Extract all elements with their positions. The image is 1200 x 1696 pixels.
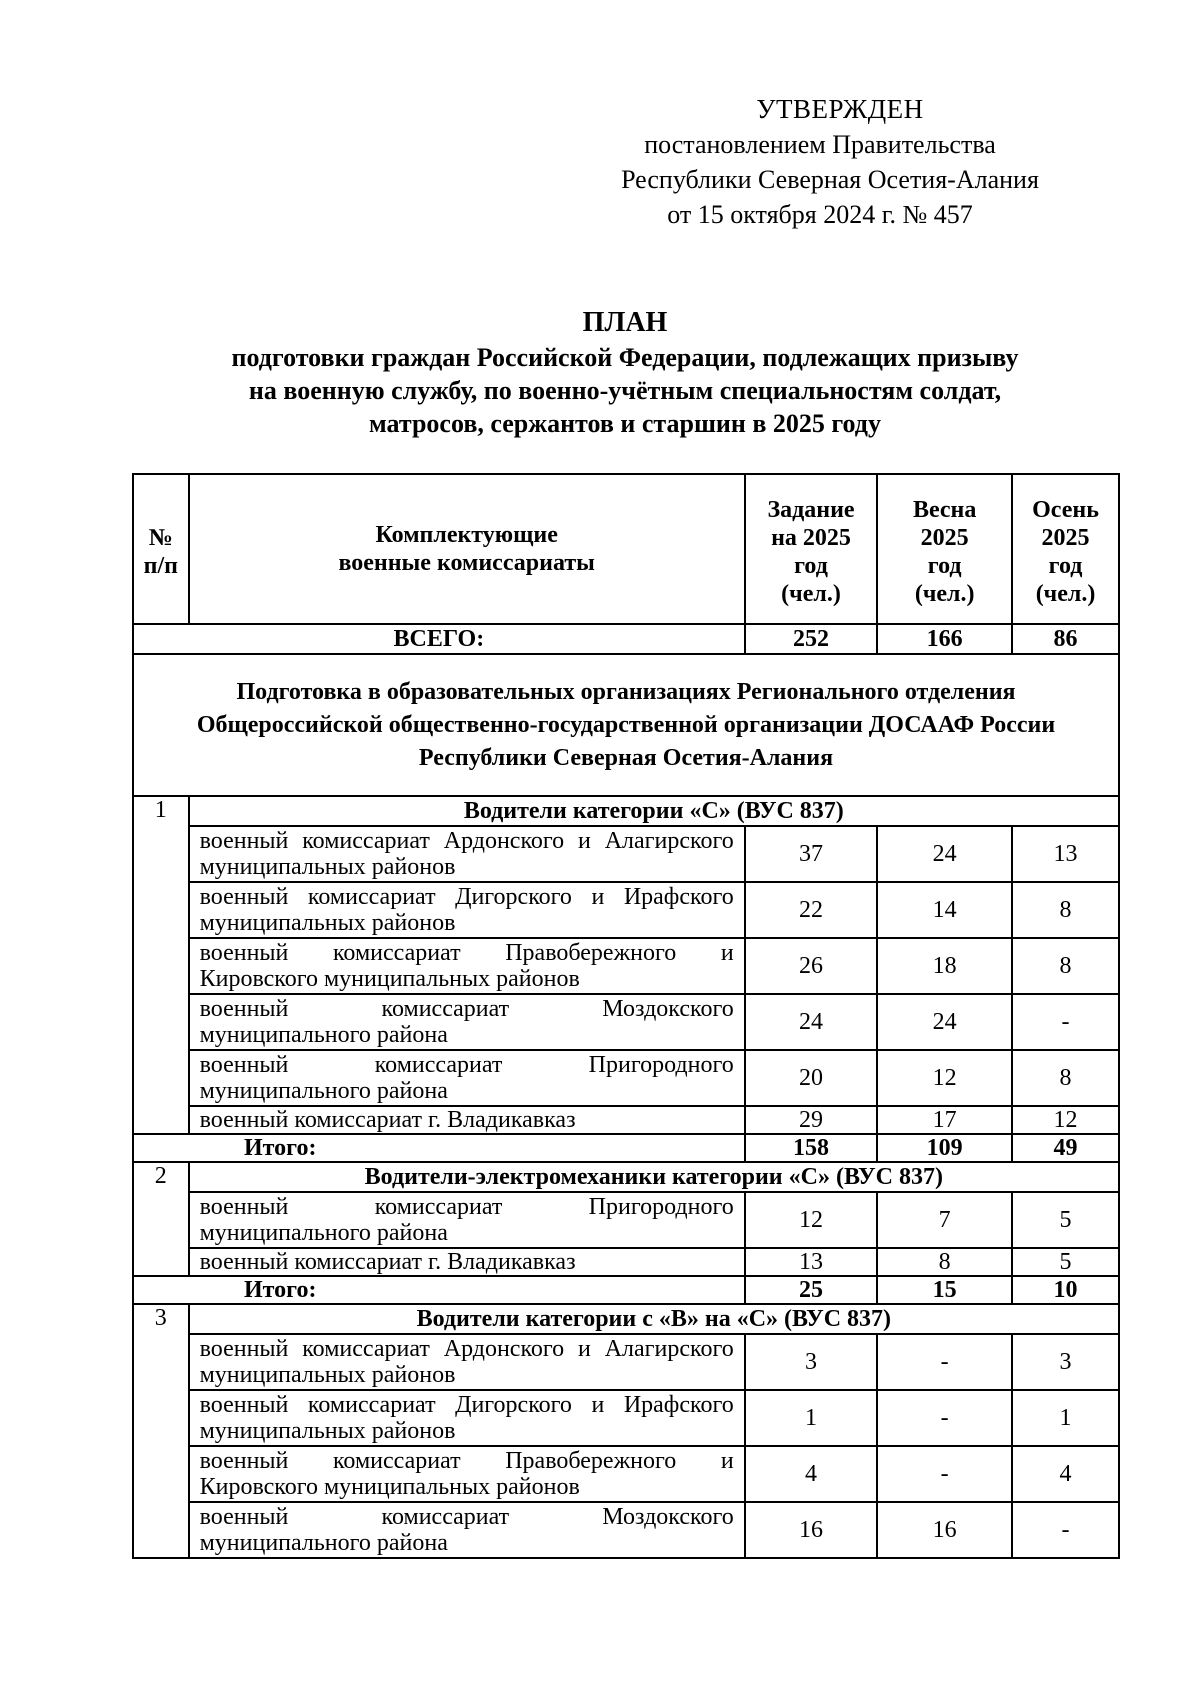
commissariat-name: военный комиссариат г. Владикавказ: [189, 1106, 745, 1134]
approval-line-1: постановлением Правительства: [644, 130, 996, 159]
plan-value: 24: [745, 994, 878, 1050]
table-row: [133, 1050, 1119, 1106]
plan-value: 29: [745, 1106, 878, 1134]
plan-value: 20: [745, 1050, 878, 1106]
commissariat-name: военный комиссариат Правобережного и Кировского муниципальных районов: [189, 1446, 745, 1502]
header-plan: Задание на 2025 год (чел.): [745, 474, 878, 624]
title-line-1: подготовки граждан Российской Федерации, подлежащих призыву: [231, 343, 1019, 372]
commissariat-name: военный комиссариат Пригородного муниципального района: [189, 1192, 745, 1248]
total-autumn: 86: [1012, 624, 1119, 654]
autumn-value: 8: [1012, 938, 1119, 994]
autumn-value: 4: [1012, 1446, 1119, 1502]
autumn-value: 5: [1012, 1248, 1119, 1276]
spring-value: 8: [877, 1248, 1012, 1276]
table-row: [133, 826, 1119, 882]
subtotal-label: Итого:: [133, 1134, 745, 1162]
category-title: Водители категории «С» (ВУС 837): [189, 796, 1119, 826]
plan-value: 4: [745, 1446, 878, 1502]
subtotal-spring: 15: [877, 1276, 1012, 1304]
header-name: Комплектующие военные комиссариаты: [189, 474, 745, 624]
subtotal-label: Итого:: [133, 1276, 745, 1304]
title-line-2: на военную службу, по военно-учётным специальностям солдат,: [248, 376, 1002, 405]
commissariat-name: военный комиссариат г. Владикавказ: [189, 1248, 745, 1276]
spring-value: 7: [877, 1192, 1012, 1248]
category-number: 3: [133, 1304, 189, 1558]
title-line-3: матросов, сержантов и старшин в 2025 году: [369, 409, 881, 438]
category-number: 1: [133, 796, 189, 1134]
approval-block: [560, 92, 1080, 232]
plan-value: 26: [745, 938, 878, 994]
subtotal-row: [133, 1134, 1119, 1162]
autumn-value: 8: [1012, 882, 1119, 938]
table-row: [133, 1248, 1119, 1276]
plan-value: 12: [745, 1192, 878, 1248]
category-row: [133, 1304, 1119, 1334]
table-row: [133, 994, 1119, 1050]
subtotal-autumn: 10: [1012, 1276, 1119, 1304]
spring-value: 17: [877, 1106, 1012, 1134]
plan-value: 37: [745, 826, 878, 882]
autumn-value: 5: [1012, 1192, 1119, 1248]
commissariat-name: военный комиссариат Ардонского и Алагирского муниципальных районов: [189, 1334, 745, 1390]
spring-value: 12: [877, 1050, 1012, 1106]
autumn-value: 3: [1012, 1334, 1119, 1390]
table-row: [133, 1390, 1119, 1446]
plan-table: [132, 473, 1120, 1559]
spring-value: 14: [877, 882, 1012, 938]
spring-value: -: [877, 1390, 1012, 1446]
table-row: [133, 1446, 1119, 1502]
total-row: [133, 624, 1119, 654]
category-row: [133, 1162, 1119, 1192]
commissariat-name: военный комиссариат Правобережного и Кировского муниципальных районов: [189, 938, 745, 994]
commissariat-name: военный комиссариат Пригородного муниципального района: [189, 1050, 745, 1106]
autumn-value: -: [1012, 994, 1119, 1050]
plan-value: 1: [745, 1390, 878, 1446]
total-label: ВСЕГО:: [133, 624, 745, 654]
table-row: [133, 1502, 1119, 1558]
header-spring: Весна 2025 год (чел.): [877, 474, 1012, 624]
table-row: [133, 938, 1119, 994]
category-title: Водители-электромеханики категории «С» (ВУС 837): [189, 1162, 1119, 1192]
autumn-value: 1: [1012, 1390, 1119, 1446]
subtotal-spring: 109: [877, 1134, 1012, 1162]
approval-title: УТВЕРЖДЕН: [756, 94, 924, 124]
autumn-value: 12: [1012, 1106, 1119, 1134]
spring-value: 24: [877, 994, 1012, 1050]
plan-value: 16: [745, 1502, 878, 1558]
header-num: № п/п: [133, 474, 189, 624]
spring-value: 18: [877, 938, 1012, 994]
subtotal-row: [133, 1276, 1119, 1304]
autumn-value: 13: [1012, 826, 1119, 882]
table-row: [133, 882, 1119, 938]
subtotal-plan: 25: [745, 1276, 878, 1304]
approval-line-3: от 15 октября 2024 г. № 457: [667, 200, 973, 229]
category-row: [133, 796, 1119, 826]
subtotal-plan: 158: [745, 1134, 878, 1162]
table-header-row: [133, 474, 1119, 624]
title-main: ПЛАН: [582, 307, 668, 338]
commissariat-name: военный комиссариат Моздокского муниципального района: [189, 1502, 745, 1558]
autumn-value: 8: [1012, 1050, 1119, 1106]
total-spring: 166: [877, 624, 1012, 654]
table-row: [133, 1192, 1119, 1248]
section-heading: Подготовка в образовательных организациях Регионального отделения Общероссийской общественно-государственной организации ДОСААФ России Республики Северная Осетия-Алания: [133, 654, 1119, 796]
table-row: [133, 1334, 1119, 1390]
commissariat-name: военный комиссариат Дигорского и Ирафского муниципальных районов: [189, 1390, 745, 1446]
section-row: [133, 654, 1119, 796]
plan-value: 3: [745, 1334, 878, 1390]
category-number: 2: [133, 1162, 189, 1276]
spring-value: 16: [877, 1502, 1012, 1558]
commissariat-name: военный комиссариат Ардонского и Алагирского муниципальных районов: [189, 826, 745, 882]
commissariat-name: военный комиссариат Моздокского муниципального района: [189, 994, 745, 1050]
table-row: [133, 1106, 1119, 1134]
autumn-value: -: [1012, 1502, 1119, 1558]
approval-line-2: Республики Северная Осетия-Алания: [621, 165, 1039, 194]
spring-value: -: [877, 1446, 1012, 1502]
document-title: [130, 306, 1120, 440]
spring-value: 24: [877, 826, 1012, 882]
plan-value: 13: [745, 1248, 878, 1276]
subtotal-autumn: 49: [1012, 1134, 1119, 1162]
header-autumn: Осень 2025 год (чел.): [1012, 474, 1119, 624]
spring-value: -: [877, 1334, 1012, 1390]
plan-value: 22: [745, 882, 878, 938]
total-plan: 252: [745, 624, 878, 654]
category-title: Водители категории с «В» на «С» (ВУС 837): [189, 1304, 1119, 1334]
commissariat-name: военный комиссариат Дигорского и Ирафского муниципальных районов: [189, 882, 745, 938]
